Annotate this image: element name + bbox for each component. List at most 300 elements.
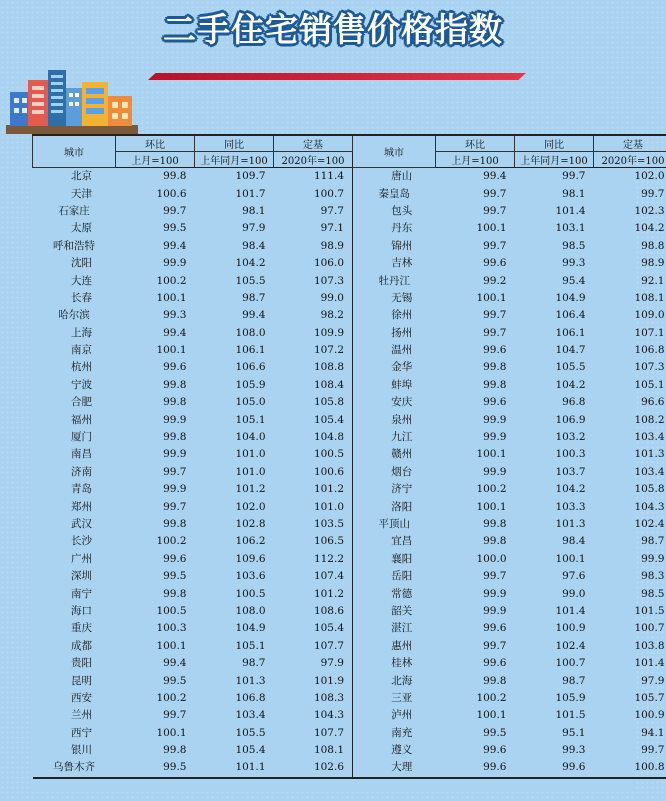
city-name-left: 济南 [71, 465, 92, 478]
header-mom-left: 环比 [116, 135, 195, 152]
yoy-index-right: 99.6 [515, 759, 594, 777]
base-index-right: 98.5 [641, 587, 665, 600]
yoy-index-right: 106.9 [555, 413, 586, 426]
base-index-left: 105.8 [313, 396, 344, 409]
yoy-index-right: 97.6 [562, 570, 586, 583]
mom-index-right: 99.9 [483, 413, 507, 426]
base-index-right: 98.9 [641, 257, 665, 270]
yoy-index-right: 95.4 [562, 274, 586, 287]
city-name-right: 惠州 [353, 638, 436, 655]
city-name-right: 蚌埠 [353, 377, 436, 394]
base-index-right: 94.1 [641, 726, 665, 739]
city-name-right: 烟台 [353, 464, 436, 481]
base-index-left: 100.5 [313, 448, 344, 461]
yoy-index-right: 104.9 [555, 291, 586, 304]
city-name-left: 厦门 [71, 431, 92, 444]
yoy-index-left: 101.7 [235, 187, 266, 200]
header-yoy-left: 同比 [195, 135, 274, 152]
base-index-right: 100.8 [594, 759, 666, 777]
table-row [33, 272, 666, 289]
yoy-index-left: 109.6 [235, 552, 266, 565]
mom-index-left: 100.2 [156, 535, 187, 548]
city-name-left: 上海 [71, 326, 92, 339]
mom-index-left: 99.9 [163, 483, 187, 496]
mom-index-left: 99.5 [163, 222, 187, 235]
table-row [33, 638, 666, 655]
table-row [33, 551, 666, 568]
city-name-left: 海口 [71, 604, 92, 617]
mom-index-right: 100.1 [476, 448, 507, 461]
city-name-right: 桂林 [353, 655, 436, 672]
base-index-right: 98.8 [641, 239, 665, 252]
yoy-index-left: 100.5 [235, 587, 266, 600]
yoy-index-right: 98.4 [562, 535, 586, 548]
mom-index-left: 99.7 [163, 465, 187, 478]
yoy-index-left: 105.4 [235, 744, 266, 757]
base-index-right: 100.9 [634, 709, 665, 722]
base-index-right: 97.9 [641, 674, 665, 687]
base-index-right: 101.4 [634, 657, 665, 670]
city-name-left: 银川 [71, 744, 92, 757]
mom-index-left: 99.7 [163, 709, 187, 722]
city-name-left: 昆明 [71, 674, 92, 687]
base-index-right: 105.7 [634, 691, 665, 704]
mom-index-right: 99.7 [483, 309, 507, 322]
mom-index-left: 99.6 [163, 552, 187, 565]
city-name-right: 常德 [353, 585, 436, 602]
base-index-left: 109.9 [313, 326, 344, 339]
mom-index-left: 100.1 [156, 344, 187, 357]
yoy-index-left: 105.5 [235, 726, 266, 739]
base-index-left: 101.0 [313, 500, 344, 513]
mom-index-left: 100.6 [156, 187, 187, 200]
mom-index-left: 100.1 [156, 639, 187, 652]
header-yoy-right: 同比 [515, 135, 594, 152]
yoy-index-right: 101.5 [555, 709, 586, 722]
base-index-right: 107.3 [634, 361, 665, 374]
yoy-index-left: 101.0 [235, 465, 266, 478]
base-index-right: 108.2 [634, 413, 665, 426]
base-index-left: 108.8 [313, 361, 344, 374]
table-row [33, 359, 666, 376]
base-index-left: 101.2 [313, 587, 344, 600]
mom-index-left: 99.5 [163, 570, 187, 583]
mom-index-right: 99.7 [483, 187, 507, 200]
base-index-left: 105.4 [313, 622, 344, 635]
mom-index-right: 99.9 [483, 604, 507, 617]
table-row [33, 429, 666, 446]
city-name-left: 福州 [71, 413, 92, 426]
mom-index-right: 99.6 [483, 396, 507, 409]
base-index-right: 104.3 [634, 500, 665, 513]
base-index-right: 103.4 [634, 465, 665, 478]
price-index-table [32, 134, 666, 779]
city-name-left: 哈尔滨 [58, 309, 90, 322]
table-row [33, 481, 666, 498]
yoy-index-right: 102.4 [555, 639, 586, 652]
price-index-table-container [32, 134, 665, 790]
mom-index-right: 100.1 [476, 222, 507, 235]
mom-index-right: 99.4 [483, 170, 507, 183]
base-index-left: 107.7 [313, 639, 344, 652]
mom-index-left: 99.5 [116, 759, 195, 777]
yoy-index-left: 108.0 [235, 326, 266, 339]
base-index-left: 104.8 [313, 431, 344, 444]
yoy-index-right: 101.4 [555, 204, 586, 217]
yoy-index-left: 106.2 [235, 535, 266, 548]
mom-index-right: 99.8 [483, 378, 507, 391]
mom-index-right: 99.6 [436, 759, 515, 777]
base-index-right: 103.4 [634, 431, 665, 444]
base-index-left: 101.2 [313, 483, 344, 496]
table-row [33, 620, 666, 637]
yoy-index-right: 99.3 [562, 257, 586, 270]
mom-index-right: 99.6 [483, 657, 507, 670]
yoy-index-right: 103.1 [555, 222, 586, 235]
city-name-left: 宁波 [71, 378, 92, 391]
base-index-right: 98.7 [641, 535, 665, 548]
table-row [33, 516, 666, 533]
mom-index-left: 99.7 [163, 204, 187, 217]
table-row [33, 603, 666, 620]
table-row [33, 185, 666, 202]
mom-index-right: 99.7 [483, 326, 507, 339]
base-index-left: 111.4 [313, 170, 344, 183]
base-index-left: 106.0 [313, 257, 344, 270]
table-row [33, 411, 666, 428]
base-index-left: 107.3 [313, 274, 344, 287]
table-row [33, 394, 666, 411]
base-index-right: 102.0 [634, 170, 665, 183]
city-name-right: 安庆 [353, 394, 436, 411]
city-name-left: 北京 [71, 170, 92, 183]
yoy-index-right: 98.1 [562, 187, 586, 200]
yoy-index-left: 97.9 [242, 222, 266, 235]
subheader-yoy-right: 上年同月=100 [515, 152, 594, 168]
mom-index-left: 99.6 [163, 361, 187, 374]
table-row [33, 498, 666, 515]
base-index-left: 105.4 [313, 413, 344, 426]
yoy-index-left: 98.7 [242, 657, 266, 670]
base-index-left: 102.6 [274, 759, 353, 777]
table-row [33, 759, 666, 777]
mom-index-left: 100.1 [156, 291, 187, 304]
mom-index-left: 99.8 [163, 587, 187, 600]
yoy-index-right: 100.9 [555, 622, 586, 635]
base-index-left: 108.1 [313, 744, 344, 757]
city-name-right: 宜昌 [353, 533, 436, 550]
mom-index-right: 99.8 [483, 674, 507, 687]
table-row [33, 672, 666, 689]
city-name-right: 三亚 [353, 690, 436, 707]
yoy-index-left: 101.2 [235, 483, 266, 496]
yoy-index-left: 105.1 [235, 639, 266, 652]
mom-index-right: 99.6 [483, 257, 507, 270]
header-mom-right: 环比 [436, 135, 515, 152]
yoy-index-right: 106.1 [555, 326, 586, 339]
mom-index-right: 99.5 [483, 726, 507, 739]
city-name-left: 南宁 [71, 587, 92, 600]
city-name-left: 西安 [71, 691, 92, 704]
base-index-right: 102.4 [634, 518, 665, 530]
yoy-index-right: 95.1 [562, 726, 586, 739]
yoy-index-left: 99.4 [242, 309, 266, 322]
city-name-left: 天津 [71, 187, 92, 200]
yoy-index-left: 106.6 [235, 361, 266, 374]
yoy-index-right: 98.7 [562, 674, 586, 687]
mom-index-right: 99.8 [483, 535, 507, 548]
base-index-right: 103.8 [634, 639, 665, 652]
city-name-right: 秦皇岛 [353, 185, 436, 202]
city-name-right: 牡丹江 [353, 272, 436, 289]
table-row [33, 585, 666, 602]
city-name-right: 温州 [353, 342, 436, 359]
table-row [33, 690, 666, 707]
mom-index-left: 100.1 [156, 726, 187, 739]
yoy-index-left: 108.0 [235, 604, 266, 617]
city-name-right: 湛江 [353, 620, 436, 637]
mom-index-right: 99.7 [483, 204, 507, 217]
base-index-left: 104.3 [313, 709, 344, 722]
table-row [33, 742, 666, 759]
mom-index-left: 99.8 [163, 170, 187, 183]
city-name-right: 岳阳 [353, 568, 436, 585]
mom-index-left: 99.5 [163, 674, 187, 687]
mom-index-left: 99.8 [163, 378, 187, 391]
base-index-left: 97.7 [320, 204, 344, 217]
base-index-left: 106.5 [313, 535, 344, 548]
city-name-right: 泸州 [353, 707, 436, 724]
base-index-right: 99.9 [641, 552, 665, 565]
table-row [33, 655, 666, 672]
header-base-right: 定基 [594, 135, 666, 152]
city-name-left: 太原 [71, 222, 92, 235]
city-name-left: 南昌 [71, 448, 92, 461]
yoy-index-left: 104.9 [235, 622, 266, 635]
yoy-index-left: 103.4 [235, 709, 266, 722]
mom-index-right: 100.0 [476, 552, 507, 565]
page-title: 二手住宅销售价格指数 [163, 10, 503, 49]
yoy-index-right: 100.7 [555, 657, 586, 670]
city-name-right: 平顶山 [353, 516, 436, 533]
city-name-right: 泉州 [353, 411, 436, 428]
yoy-index-left: 105.0 [235, 396, 266, 409]
city-name-right: 无锡 [353, 290, 436, 307]
base-index-left: 99.0 [320, 291, 344, 304]
base-index-left: 98.2 [320, 309, 344, 322]
table-body [33, 168, 666, 778]
city-name-right: 唐山 [353, 168, 436, 186]
mom-index-left: 99.8 [163, 396, 187, 409]
base-index-right: 102.3 [634, 204, 665, 217]
yoy-index-left: 103.6 [235, 570, 266, 583]
mom-index-right: 100.2 [476, 483, 507, 496]
base-index-right: 101.3 [634, 448, 665, 461]
base-index-left: 98.9 [320, 239, 344, 252]
base-index-left: 108.6 [313, 604, 344, 617]
mom-index-right: 99.6 [483, 622, 507, 635]
mom-index-left: 100.3 [156, 622, 187, 635]
city-name-right: 金华 [353, 359, 436, 376]
table-row [33, 377, 666, 394]
base-index-left: 107.4 [313, 570, 344, 583]
yoy-index-left: 102.8 [235, 518, 266, 530]
base-index-left: 108.4 [313, 378, 344, 391]
city-buildings-illustration [6, 62, 138, 134]
title-underline [148, 73, 526, 80]
mom-index-left: 100.2 [156, 691, 187, 704]
base-index-right: 99.7 [641, 187, 665, 200]
base-index-right: 104.2 [634, 222, 665, 235]
base-index-right: 107.1 [634, 326, 665, 339]
yoy-index-left: 106.1 [235, 344, 266, 357]
yoy-index-left: 104.2 [235, 257, 266, 270]
mom-index-right: 99.6 [483, 744, 507, 757]
city-name-left: 重庆 [71, 622, 92, 635]
city-name-left: 深圳 [71, 570, 92, 583]
mom-index-right: 99.6 [483, 344, 507, 357]
base-index-left: 97.9 [320, 657, 344, 670]
yoy-index-right: 101.3 [555, 518, 586, 530]
yoy-index-left: 101.0 [235, 448, 266, 461]
city-name-left: 石家庄 [58, 204, 90, 217]
table-row [33, 203, 666, 220]
mom-index-right: 99.9 [483, 431, 507, 444]
yoy-index-right: 106.4 [555, 309, 586, 322]
subheader-yoy-left: 上年同月=100 [195, 152, 274, 168]
base-index-left: 100.7 [313, 187, 344, 200]
base-index-left: 101.9 [313, 674, 344, 687]
yoy-index-right: 103.7 [555, 465, 586, 478]
yoy-index-right: 99.3 [562, 744, 586, 757]
city-name-right: 锦州 [353, 238, 436, 255]
table-row [33, 707, 666, 724]
city-name-right: 包头 [353, 203, 436, 220]
mom-index-left: 99.9 [163, 448, 187, 461]
base-index-left: 107.2 [313, 344, 344, 357]
yoy-index-left: 105.5 [235, 274, 266, 287]
base-index-right: 106.8 [634, 344, 665, 357]
yoy-index-right: 99.0 [562, 587, 586, 600]
mom-index-right: 99.9 [483, 465, 507, 478]
yoy-index-left: 106.8 [235, 691, 266, 704]
yoy-index-left: 101.3 [235, 674, 266, 687]
table-row [33, 725, 666, 742]
mom-index-left: 99.8 [163, 744, 187, 757]
table-row [33, 533, 666, 550]
mom-index-left: 99.9 [163, 257, 187, 270]
mom-index-right: 100.1 [476, 500, 507, 513]
mom-index-left: 99.4 [163, 657, 187, 670]
city-name-right: 韶关 [353, 603, 436, 620]
table-row [33, 255, 666, 272]
base-index-right: 92.1 [641, 274, 665, 287]
base-index-right: 109.0 [634, 309, 665, 322]
table-row [33, 290, 666, 307]
mom-index-right: 99.2 [483, 274, 507, 287]
table-row [33, 342, 666, 359]
base-index-right: 101.5 [634, 604, 665, 617]
yoy-index-left: 98.4 [242, 239, 266, 252]
base-index-left: 100.6 [313, 465, 344, 478]
yoy-index-right: 103.3 [555, 500, 586, 513]
city-name-left: 合肥 [71, 396, 92, 409]
base-index-right: 108.1 [634, 291, 665, 304]
mom-index-left: 99.4 [163, 239, 187, 252]
city-name-left: 乌鲁木齐 [33, 759, 116, 777]
table-row [33, 325, 666, 342]
city-name-left: 青岛 [71, 483, 92, 496]
city-name-right: 赣州 [353, 446, 436, 463]
base-index-right: 98.3 [641, 570, 665, 583]
city-name-left: 杭州 [71, 361, 92, 374]
yoy-index-left: 104.0 [235, 431, 266, 444]
yoy-index-right: 104.7 [555, 344, 586, 357]
city-name-right: 南充 [353, 725, 436, 742]
table-row [33, 307, 666, 324]
header-base-left: 定基 [274, 135, 353, 152]
city-name-right: 丹东 [353, 220, 436, 237]
city-name-left: 长春 [71, 291, 92, 304]
city-name-left: 武汉 [71, 518, 92, 530]
city-name-left: 南京 [71, 344, 92, 357]
base-index-right: 105.8 [634, 483, 665, 496]
base-index-left: 97.1 [320, 222, 344, 235]
base-index-right: 96.6 [641, 396, 665, 409]
yoy-index-left: 105.9 [235, 378, 266, 391]
mom-index-right: 99.8 [483, 361, 507, 374]
city-name-left: 沈阳 [71, 257, 92, 270]
yoy-index-right: 105.5 [555, 361, 586, 374]
mom-index-left: 99.4 [163, 326, 187, 339]
mom-index-left: 99.7 [163, 500, 187, 513]
yoy-index-right: 96.8 [562, 396, 586, 409]
table-row [33, 568, 666, 585]
mom-index-left: 99.3 [163, 309, 187, 322]
city-name-right: 襄阳 [353, 551, 436, 568]
mom-index-left: 100.2 [156, 274, 187, 287]
yoy-index-left: 101.1 [195, 759, 274, 777]
city-name-right: 大理 [353, 759, 436, 777]
mom-index-right: 100.1 [476, 291, 507, 304]
table-row [33, 238, 666, 255]
base-index-right: 105.1 [634, 378, 665, 391]
subheader-mom-left: 上月=100 [116, 152, 195, 168]
table-row [33, 220, 666, 237]
yoy-index-right: 100.1 [555, 552, 586, 565]
subheader-mom-right: 上月=100 [436, 152, 515, 168]
subheader-base-right: 2020年=100 [594, 152, 666, 168]
base-index-right: 99.7 [641, 744, 665, 757]
yoy-index-right: 105.9 [555, 691, 586, 704]
base-index-left: 112.2 [313, 552, 344, 565]
city-name-right: 吉林 [353, 255, 436, 272]
city-name-right: 遵义 [353, 742, 436, 759]
city-name-right: 济宁 [353, 481, 436, 498]
yoy-index-left: 105.1 [235, 413, 266, 426]
table-row [33, 446, 666, 463]
yoy-index-left: 109.7 [235, 170, 266, 183]
city-name-right: 北海 [353, 672, 436, 689]
city-name-left: 贵阳 [71, 657, 92, 670]
mom-index-right: 100.1 [476, 709, 507, 722]
city-name-left: 广州 [71, 552, 92, 565]
base-index-left: 107.7 [313, 726, 344, 739]
header-city-right: 城市 [353, 135, 436, 168]
city-name-right: 徐州 [353, 307, 436, 324]
city-name-left: 成都 [71, 639, 92, 652]
yoy-index-right: 103.2 [555, 431, 586, 444]
